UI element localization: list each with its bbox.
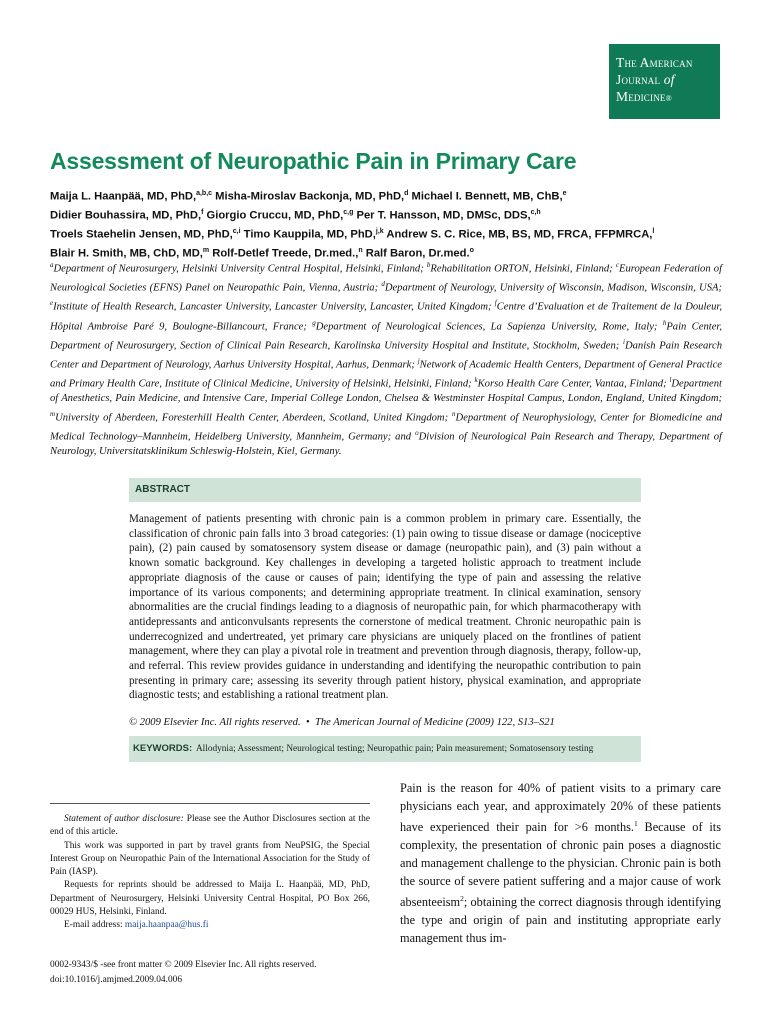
author-name: Andrew S. C. Rice, MB, BS, MD, FRCA, FFPMRCA, bbox=[383, 228, 653, 241]
affiliation-text: Rehabilitation ORTON, Helsinki, Finland; bbox=[430, 263, 616, 275]
email-link[interactable]: maija.haanpaa@hus.fi bbox=[124, 920, 209, 931]
author-name: Blair H. Smith, MB, ChD, MD, bbox=[50, 247, 203, 260]
affiliation-text: Network of Academic Health Centers, Department of General Practice and Primary Health Care, Institute of Clinical Medicine, University of Helsinki, Helsinki, Finland; bbox=[50, 359, 723, 390]
keywords-bar bbox=[129, 736, 641, 762]
author-line bbox=[50, 224, 730, 243]
keywords-text: Allodynia; Assessment; Neurological testing; Neuropathic pain; Pain measurement; Somatosensory testing bbox=[195, 744, 594, 754]
author-affiliation-mark: n bbox=[358, 247, 363, 255]
author-name: Giorgio Cruccu, MD, PhD, bbox=[203, 209, 344, 222]
affiliations bbox=[50, 258, 722, 460]
body-text-segment: Because of its complexity, the presentation of chronic pain poses a diagnostic and management challenge to the physician. Chronic pain is both the source of severe patient suffering and a major cause of work absenteeism bbox=[400, 820, 721, 910]
journal-logo-word-of: of bbox=[663, 72, 675, 87]
affiliation-mark: j bbox=[417, 356, 420, 365]
issn-line: 0002-9343/$ -see front matter © 2009 Elsevier Inc. All rights reserved. bbox=[50, 960, 317, 970]
disclosure-text: Please see the Author Disclosures section at the end of this article. bbox=[50, 814, 371, 838]
author-affiliation-mark: f bbox=[201, 209, 204, 217]
disclosure-footnote bbox=[50, 813, 370, 840]
email-footnote bbox=[50, 919, 370, 932]
author-name: Michael I. Bennett, MB, ChB, bbox=[408, 190, 563, 203]
reference-mark: 1 bbox=[633, 819, 638, 828]
author-name: Timo Kauppila, MD, PhD, bbox=[240, 228, 376, 241]
footnote-divider bbox=[50, 803, 370, 804]
author-affiliation-mark: c,i bbox=[232, 228, 241, 236]
affiliation-mark: o bbox=[415, 429, 419, 438]
affiliation-text: Department of Neurosurgery, Helsinki University Central Hospital, Helsinki, Finland; bbox=[53, 263, 427, 275]
separator-bullet: • bbox=[305, 717, 310, 728]
reprints-footnote: Requests for reprints should be addressed to Maija L. Haanpää, MD, PhD, Department of Neurosurgery, Helsinki University Central Hospital, PO Box 266, 00029 HUS, Helsinki, Finland. bbox=[50, 880, 370, 918]
abstract-text: Management of patients presenting with chronic pain is a common problem in primary care. Essentially, the classification of chronic pain falls into 3 broad categories: (1) pain owing to tissue disease or damage (nociceptive pain), (2) pain caused by somatosensory system disease or damage (neuropathic pain), and (3) pain without a known somatic background. Key challenges in developing a targeted holistic approach to treatment include appropriate diagnosis of the cause or causes of pain; identifying the type of pain and assessing the relative importance of its various components; and determining appropriate treatment. In clinical examination, sensory abnormalities are the crucial findings leading to a diagnosis of neuropathic pain, for which pharmacotherapy with antidepressants and anticonvulsants represents the cornerstone of medical treatment. Chronic neuropathic pain is underrecognized and undertreated, yet primary care physicians are uniquely placed on the frontlines of patient management, where they can play a pivotal role in treatment and prevention through diagnosis, therapy, follow-up, and referral. This review provides guidance in understanding and identifying the neuropathic contribution to pain presenting in primary care; assessing its severity through patient history, physical examination, and appropriate diagnostic tests; and establishing a rational treatment plan. bbox=[129, 513, 641, 702]
author-name: Per T. Hansson, MD, DMSc, DDS, bbox=[353, 209, 531, 222]
affiliation-text: Division of Neurological Pain Research and Therapy, Department of Neurology, Universitatsklinikum Schleswig-Holstein, Kiel, Germany. bbox=[50, 431, 722, 458]
journal-logo-word-journal: Journal bbox=[616, 72, 661, 87]
author-line bbox=[50, 205, 730, 224]
affiliation-mark: c bbox=[615, 261, 619, 269]
body-text-segment: Pain is the reason for 40% of patient visits to a primary care physicians each year, and approximately 20% of these patients have experienced their pain for >6 months. bbox=[400, 781, 721, 835]
affiliation-text: Pain Center, Department of Neurosurgery, Section of Clinical Pain Research, Karolinska University Hospital and Institute, Stockholm, Sweden; bbox=[50, 321, 722, 352]
affiliation-mark: h bbox=[662, 318, 667, 327]
affiliation-text: Institute of Health Research, Lancaster University, Lancaster University, Lancaster, United Kingdom; bbox=[53, 301, 495, 313]
affiliation-mark: d bbox=[381, 280, 385, 289]
disclosure-label: Statement of author disclosure: bbox=[64, 814, 184, 824]
affiliation-text: Danish Pain Research Center and Department of Neurology, Aarhus University Hospital, Aarhus, Denmark; bbox=[50, 340, 722, 371]
author-affiliation-mark: c,h bbox=[530, 209, 541, 217]
journal-logo-line-3 bbox=[616, 88, 720, 107]
affiliation-mark: k bbox=[474, 376, 478, 385]
author-affiliation-mark: j,k bbox=[375, 228, 384, 236]
reference-mark: 2 bbox=[460, 894, 464, 904]
affiliation-mark: e bbox=[50, 299, 54, 308]
author-name: Rolf-Detlef Treede, Dr.med., bbox=[209, 247, 359, 260]
journal-logo-word-medicine: Medicine bbox=[616, 89, 666, 104]
affiliation-mark: l bbox=[669, 376, 672, 385]
front-matter bbox=[50, 958, 390, 988]
author-affiliation-mark: l bbox=[652, 228, 655, 236]
author-line bbox=[50, 186, 730, 205]
author-affiliation-mark: m bbox=[202, 247, 210, 255]
body-text-segment: ; obtaining the correct diagnosis through identifying the type and origin of pain and instituting appropriate early management thus im- bbox=[400, 895, 721, 946]
copyright-line bbox=[129, 717, 641, 728]
author-list bbox=[50, 186, 730, 262]
affiliation-text: Department of Neurological Sciences, La Sapienza University, Rome, Italy; bbox=[315, 321, 663, 333]
journal-citation: The American Journal of Medicine (2009) 122, S13–S21 bbox=[314, 717, 555, 728]
affiliation-text: University of Aberdeen, Foresterhill Health Center, Aberdeen, Scotland, United Kingdom; bbox=[55, 412, 453, 424]
author-name: Misha-Miroslav Backonja, MD, PhD, bbox=[212, 190, 405, 203]
keywords-label: KEYWORDS: bbox=[133, 743, 193, 754]
journal-logo-line-1: The American bbox=[616, 55, 693, 70]
author-name: Maija L. Haanpää, MD, PhD, bbox=[50, 190, 197, 203]
affiliation-mark: i bbox=[623, 337, 625, 346]
author-affiliation-mark: o bbox=[469, 247, 474, 255]
author-name: Troels Staehelin Jensen, MD, PhD, bbox=[50, 228, 233, 241]
body-text bbox=[400, 779, 721, 947]
affiliation-mark: f bbox=[494, 299, 497, 308]
affiliation-mark: n bbox=[452, 409, 456, 418]
article-title: Assessment of Neuropathic Pain in Primary Care bbox=[50, 148, 577, 174]
affiliation-mark: b bbox=[426, 261, 431, 269]
journal-logo bbox=[609, 44, 720, 119]
author-affiliation-mark: c,g bbox=[343, 209, 354, 217]
footnotes bbox=[50, 813, 370, 933]
support-footnote: This work was supported in part by travel grants from NeuPSIG, the Special Interest Group on Neuropathic Pain of the International Association for the Study of Pain (IASP). bbox=[50, 840, 370, 878]
author-affiliation-mark: d bbox=[404, 190, 409, 197]
journal-logo-line-2 bbox=[616, 71, 720, 88]
registered-mark: ® bbox=[665, 94, 672, 103]
affiliation-mark: g bbox=[312, 318, 316, 327]
affiliation-text: European Federation of Neurological Societies (EFNS) Panel on Neuropathic Pain, Vienna, Austria; bbox=[50, 263, 723, 294]
affiliation-mark: m bbox=[50, 409, 56, 418]
copyright-notice: © 2009 Elsevier Inc. All rights reserved. bbox=[129, 717, 301, 728]
affiliation-text: Department of Neurophysiology, Center for Biomedicine and Medical Technology–Mannheim, Heidelberg University, Mannheim, Germany; and bbox=[50, 412, 722, 443]
email-label: E-mail address: bbox=[64, 920, 125, 931]
author-name: Didier Bouhassira, MD, PhD, bbox=[50, 209, 202, 222]
affiliation-mark: a bbox=[50, 261, 54, 269]
abstract-heading: ABSTRACT bbox=[129, 478, 641, 502]
affiliation-text: Department of Anesthetics, Pain Medicine, and Intensive Care, Imperial College London, Chelsea & Westminster Hospital Campus, London, England, United Kingdom; bbox=[50, 378, 722, 405]
doi-line: doi:10.1016/j.amjmed.2009.04.006 bbox=[50, 975, 183, 985]
affiliation-text: Korso Health Care Center, Vantaa, Finland; bbox=[477, 378, 670, 390]
author-name: Ralf Baron, Dr.med. bbox=[362, 247, 470, 260]
affiliation-text: Department of Neurology, University of Wisconsin, Madison, Wisconsin, USA; bbox=[384, 282, 722, 294]
author-affiliation-mark: a,b,c bbox=[196, 190, 213, 197]
affiliation-text: Centre d’Evaluation et de Traitement de la Douleur, Hôpital Ambroise Paré 9, Boulogne-Billancourt, France; bbox=[50, 301, 722, 333]
author-affiliation-mark: e bbox=[562, 190, 567, 197]
